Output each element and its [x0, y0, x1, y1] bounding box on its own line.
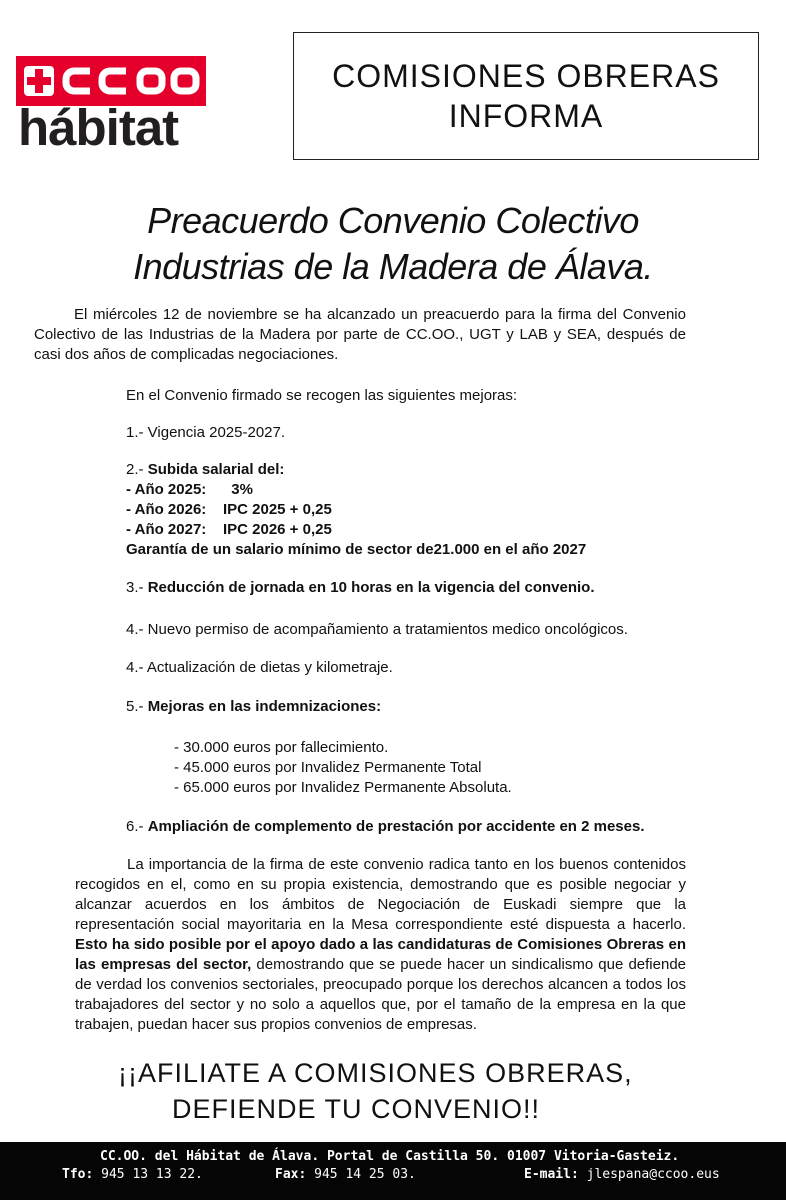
item-number: 2.- [126, 461, 144, 478]
item-permiso: 4.- Nuevo permiso de acompañamiento a tratamientos medico oncológicos. [126, 621, 628, 638]
closing-bold: Esto ha sido posible por el apoyo dado a las candidaturas de Comisiones Obreras en las empresas del sector, [75, 936, 686, 973]
item-heading: Mejoras en las indemnizaciones: [147, 698, 382, 715]
footer [0, 1142, 786, 1200]
item-text: Reducción de jornada en 10 horas en la vigencia del convenio. [147, 579, 595, 596]
cta-line-2: DEFIENDE TU CONVENIO!! [172, 1094, 541, 1124]
closing-part-1: La importancia de la firma de este convenio radica tanto en los buenos contenidos recogidos en el, como en su propia existencia, demostrando que es posible negociar y alcanzar acuerdos en los ámbitos de Negociación de Euskadi siempre que la representación social mayoritaria en la Mesa correspondiente esté dispuesta a hacerlo. [75, 856, 686, 933]
salary-guarantee: Garantía de un salario mínimo de sector de21.000 en el año 2027 [126, 541, 587, 558]
email-value[interactable]: jlespana@ccoo.eus [586, 1167, 720, 1182]
cta-line-1: ¡¡AFILIATE A COMISIONES OBRERAS, [118, 1058, 633, 1088]
intro-paragraph: El miércoles 12 de noviembre se ha alcanzado un preacuerdo para la firma del Convenio Colectivo de las Industrias de la Madera por parte de CC.OO., UGT y LAB y SEA, después de casi dos años de complicadas negociaciones. [34, 306, 686, 363]
footer-address: CC.OO. del Hábitat de Álava. Portal de Castilla 50. 01007 Vitoria-Gasteiz. [100, 1149, 680, 1164]
phone-value: 945 13 13 22. [101, 1167, 203, 1182]
salary-2025: - Año 2025: 3% [126, 481, 253, 498]
header-line-2: INFORMA [448, 98, 604, 134]
item-jornada [126, 578, 595, 598]
title-line-2: Industrias de la Madera de Álava. [133, 246, 653, 287]
phone-label: Tfo: [62, 1167, 94, 1182]
indemnizacion-fallecimiento: - 30.000 euros por fallecimiento. [174, 739, 389, 756]
indemnizacion-total: - 45.000 euros por Invalidez Permanente Total [174, 759, 482, 776]
item-dietas: 4.- Actualización de dietas y kilometraje. [126, 659, 393, 676]
header-line-1: COMISIONES OBRERAS [332, 58, 720, 94]
salary-2026: - Año 2026: IPC 2025 + 0,25 [126, 501, 332, 518]
logo-habitat-word: hábitat [18, 99, 179, 156]
footer-fax [275, 1166, 416, 1184]
fax-value: 945 14 25 03. [314, 1167, 416, 1182]
footer-phone [62, 1166, 203, 1184]
indemnizacion-absoluta: - 65.000 euros por Invalidez Permanente Absoluta. [174, 779, 512, 796]
header-box [293, 32, 759, 160]
title-line-1: Preacuerdo Convenio Colectivo [147, 200, 639, 241]
document-title [0, 198, 786, 290]
item-heading: Subida salarial del: [147, 461, 285, 478]
salary-2027: - Año 2027: IPC 2026 + 0,25 [126, 521, 332, 538]
item-salario-heading [126, 460, 284, 480]
item-vigencia: 1.- Vigencia 2025-2027. [126, 424, 286, 441]
item-indemnizaciones-heading [126, 697, 381, 717]
item-number: 3.- [126, 579, 144, 596]
item-accidente [126, 817, 645, 837]
list-intro: En el Convenio firmado se recogen las siguientes mejoras: [126, 387, 518, 404]
email-label: E-mail: [524, 1167, 579, 1182]
closing-part-2: demostrando que se puede hacer un sindicalismo que defiende de verdad los convenios sectoriales, preocupado porque los derechos alcancen a todos los trabajadores del sector y no solo a aquellos que, por el tamaño de la empresa en la que trabajen, puedan hacer sus propios convenios de empresas. [75, 956, 686, 1033]
closing-paragraph [75, 855, 686, 1035]
footer-email [524, 1166, 720, 1184]
fax-label: Fax: [275, 1167, 307, 1182]
item-number: 6.- [126, 818, 144, 835]
item-text: Ampliación de complemento de prestación por accidente en 2 meses. [147, 818, 645, 835]
item-number: 5.- [126, 698, 144, 715]
ccoo-habitat-logo [16, 56, 206, 156]
